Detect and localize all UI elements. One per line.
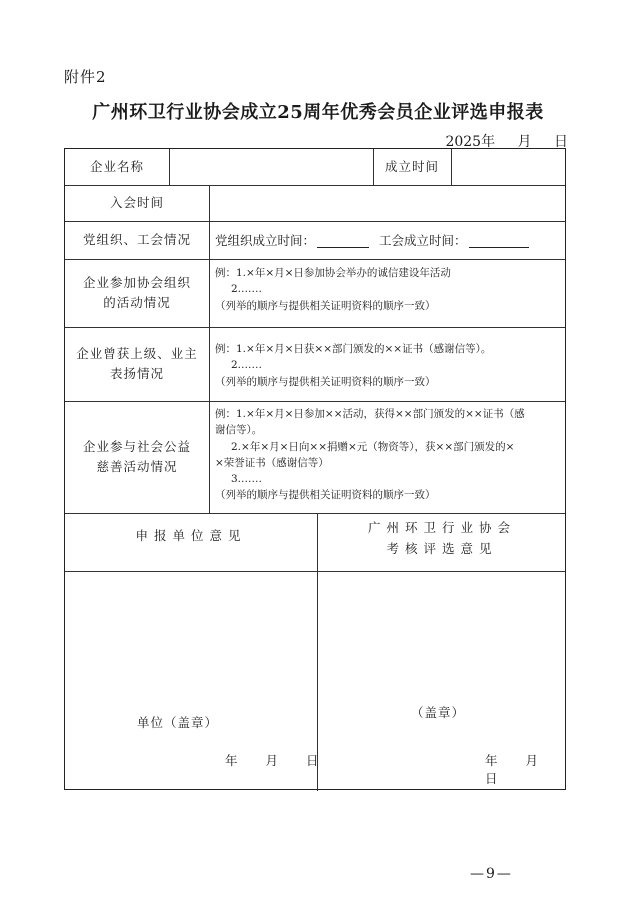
charity-example-line5: 3.……	[231, 473, 263, 486]
header-date-month: 月	[517, 134, 532, 150]
applicant-month-label: 月	[265, 753, 279, 768]
charity-example-line1: 例：1.×年×月×日参加××活动，获得××部门颁发的××证书（感	[215, 408, 525, 420]
honors-example[interactable]	[215, 341, 491, 390]
union-founded-blank[interactable]	[469, 233, 529, 248]
unit-seal-label: 单位（盖章）	[137, 715, 219, 730]
union-founded-label: 工会成立时间：	[379, 233, 467, 248]
activities-label	[65, 259, 209, 327]
honors-example-note: （列举的顺序与提供相关证明资料的顺序一致）	[215, 375, 436, 388]
charity-example-line3: 2.×年×月×日向××捐赠×元（物资等），获××部门颁发的×	[231, 440, 515, 453]
form-title: 广州环卫行业协会成立25周年优秀会员企业评选申报表	[92, 102, 544, 123]
association-opinion-line2: 考核评选意见	[386, 541, 498, 557]
honors-label-line1: 企业曾获上级、业主	[76, 346, 198, 361]
charity-label-line1: 企业参与社会公益	[82, 439, 191, 454]
association-month-label: 月	[525, 753, 539, 768]
join-time-field[interactable]	[209, 185, 567, 221]
company-name-label: 企业名称	[89, 159, 144, 174]
column-divider	[209, 185, 210, 513]
applicant-opinion-label: 申报单位意见	[135, 528, 247, 543]
honors-example-line2: 2.……	[231, 359, 263, 372]
application-form-table	[64, 148, 566, 790]
applicant-day-label: 日	[306, 753, 319, 768]
charity-label-line2: 慈善活动情况	[96, 459, 178, 474]
association-year-label: 年	[485, 753, 498, 768]
activities-label-line1: 企业参加协会组织	[82, 275, 191, 290]
header-date-year: 2025年	[445, 134, 496, 150]
join-time-label: 入会时间	[109, 195, 164, 210]
header-date-day: 日	[554, 134, 568, 150]
charity-example[interactable]	[215, 406, 525, 504]
party-founded-blank[interactable]	[317, 233, 369, 248]
party-founded-label: 党组织成立时间：	[215, 233, 316, 248]
party-union-field	[215, 221, 565, 259]
party-union-label: 党组织、工会情况	[82, 232, 191, 247]
association-sign-date	[485, 751, 565, 787]
page-number: —9—	[470, 866, 513, 882]
association-opinion-line1: 广州环卫行业协会	[367, 520, 516, 535]
applicant-year-label: 年	[225, 753, 238, 768]
activities-label-line2: 的活动情况	[103, 295, 171, 310]
charity-example-note: （列举的顺序与提供相关证明资料的顺序一致）	[215, 489, 436, 502]
activities-example[interactable]	[215, 265, 451, 314]
activities-example-line1: 例：1.×年×月×日参加协会举办的诚信建设年活动	[215, 267, 451, 279]
association-opinion-label	[317, 517, 567, 560]
association-day-label: 日	[485, 771, 498, 786]
attachment-label: 附件2	[64, 68, 107, 86]
honors-label-line2: 表扬情况	[109, 366, 164, 381]
association-seal-label: （盖章）	[411, 705, 466, 720]
applicant-sign-date	[225, 751, 319, 769]
activities-example-note: （列举的顺序与提供相关证明资料的顺序一致）	[215, 299, 436, 312]
activities-example-line2: 2.……	[231, 283, 263, 296]
honors-label	[65, 327, 209, 401]
honors-example-line1: 例：1.×年×月×日获××部门颁发的××证书（感谢信等）。	[215, 343, 492, 355]
company-name-field[interactable]	[169, 149, 373, 185]
row-divider	[65, 513, 565, 514]
founded-time-label: 成立时间	[384, 159, 439, 174]
founded-time-field[interactable]	[451, 149, 567, 185]
charity-label	[65, 401, 209, 513]
charity-example-line4: ×荣誉证书（感谢信等）	[215, 456, 329, 469]
charity-example-line2: 谢信等）。	[215, 424, 263, 437]
